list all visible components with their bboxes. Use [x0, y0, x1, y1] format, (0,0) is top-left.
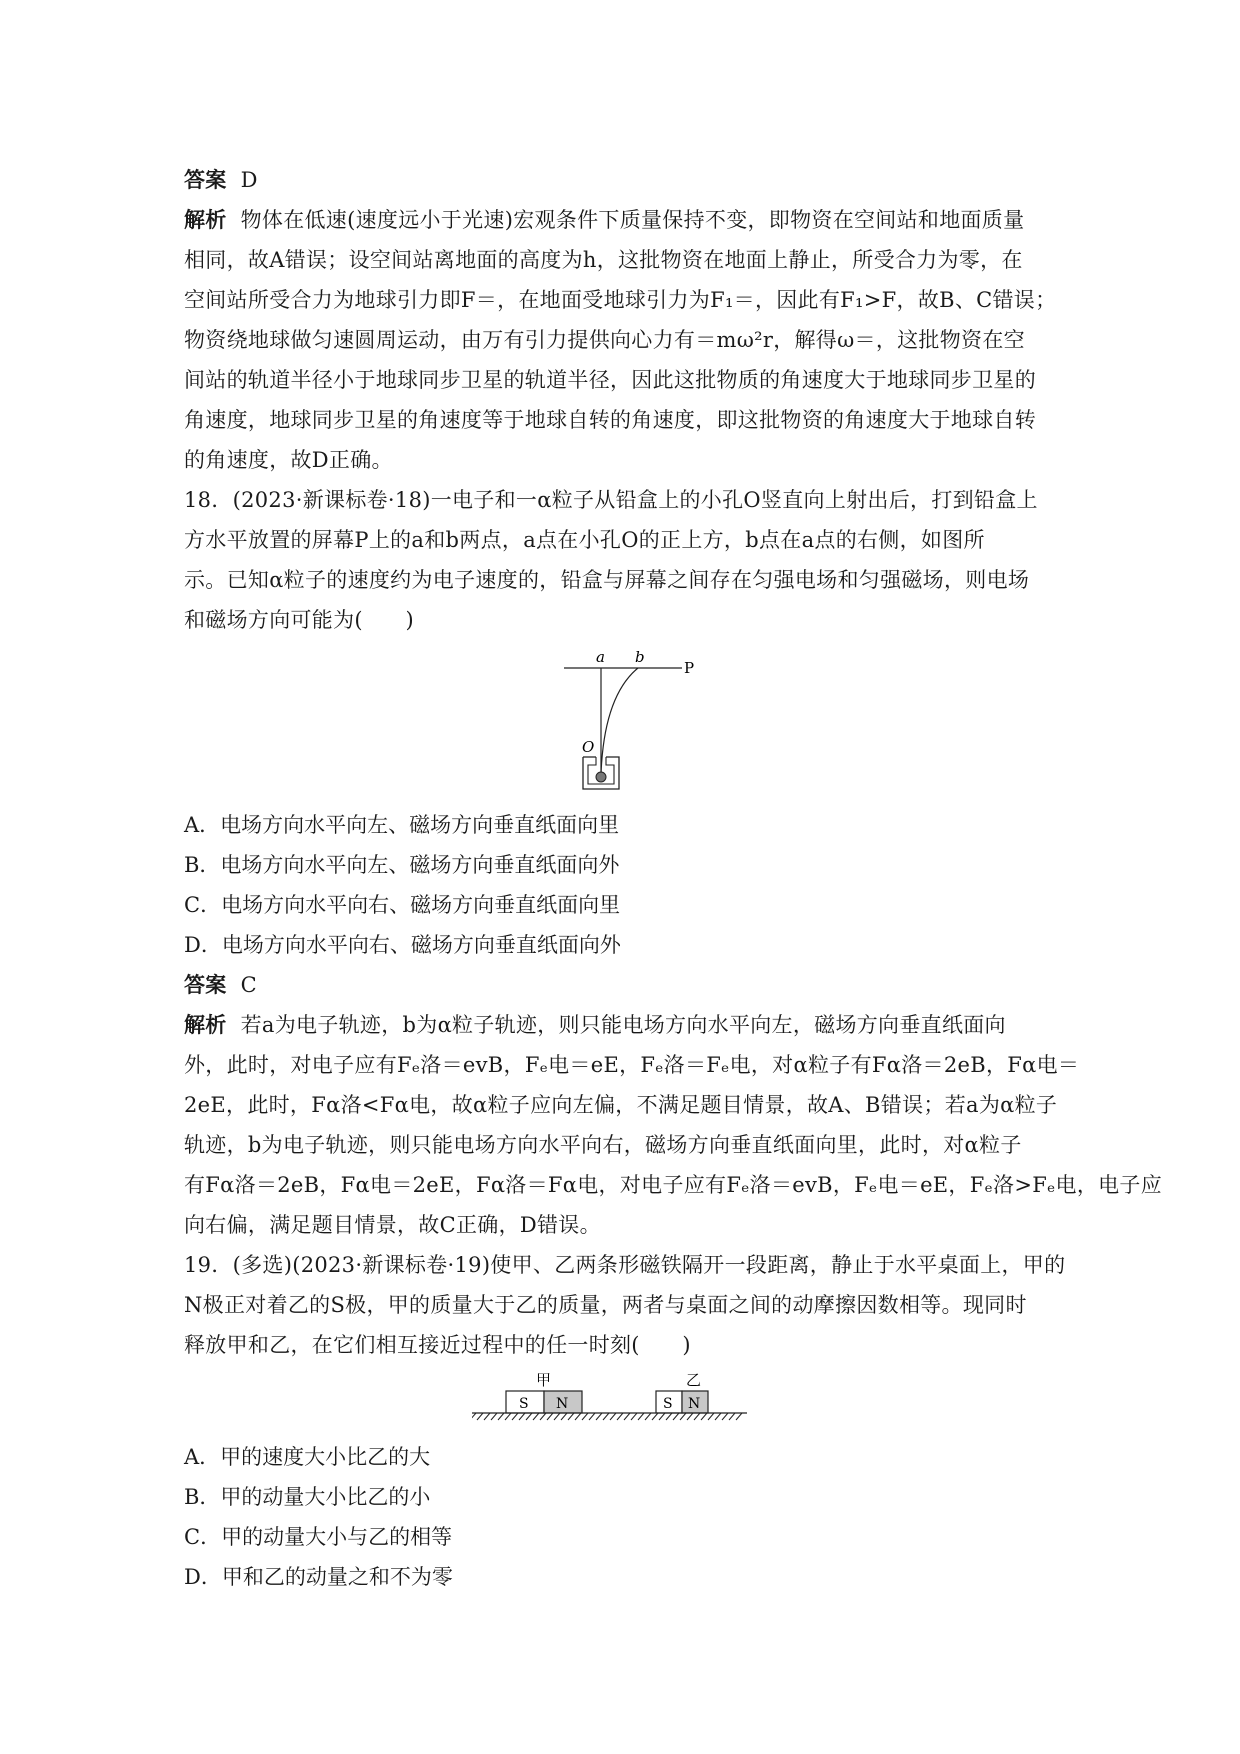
- option-d: D．电场方向水平向右、磁场方向垂直纸面向外: [184, 933, 621, 957]
- hatch-mark: [519, 1413, 525, 1420]
- q18-stem: 方水平放置的屏幕P上的a和b两点，a点在小孔O的正上方，b点在a点的右侧，如图所: [184, 528, 985, 552]
- q17-answer-line: [184, 160, 1064, 200]
- analysis-text: 间站的轨道半径小于地球同步卫星的轨道半径，因此这批物质的角速度大于地球同步卫星的: [184, 368, 1036, 392]
- hatch-mark: [582, 1413, 588, 1420]
- q19-stem: 释放甲和乙，在它们相互接近过程中的任一时刻( ): [184, 1333, 691, 1357]
- hatch-mark: [673, 1413, 679, 1420]
- magnet-jia-label: 甲: [536, 1371, 552, 1389]
- hatch-mark: [533, 1413, 539, 1420]
- analysis-text: 物体在低速(速度远小于光速)宏观条件下质量保持不变，即物资在空间站和地面质量: [240, 208, 1025, 232]
- hatch-mark: [484, 1413, 490, 1420]
- q18-analysis-line: [184, 1005, 1064, 1045]
- hatch-mark: [638, 1413, 644, 1420]
- hatch-mark: [477, 1413, 483, 1420]
- hatch-mark: [666, 1413, 672, 1420]
- hatch-mark: [603, 1413, 609, 1420]
- hatch-mark: [708, 1413, 714, 1420]
- hatch-mark: [624, 1413, 630, 1420]
- hatch-mark: [617, 1413, 623, 1420]
- hatch-mark: [575, 1413, 581, 1420]
- option-a: A．甲的速度大小比乙的大: [184, 1445, 431, 1469]
- hole-o-label: O: [582, 738, 595, 756]
- option-c: C．甲的动量大小与乙的相等: [184, 1525, 453, 1549]
- hatch-mark: [554, 1413, 560, 1420]
- analysis-text: 的角速度，故D正确。: [184, 448, 393, 472]
- option-a: A．电场方向水平向左、磁场方向垂直纸面向里: [184, 813, 620, 837]
- option-c: C．电场方向水平向右、磁场方向垂直纸面向里: [184, 893, 621, 917]
- analysis-text: 空间站所受合力为地球引力即F＝，在地面受地球引力为F₁＝，因此有F₁>F，故B、C错误；: [184, 288, 1057, 312]
- hatch-mark: [526, 1413, 532, 1420]
- source-ball: [596, 772, 606, 782]
- q19-figure: [184, 1365, 1064, 1437]
- option-d: D．甲和乙的动量之和不为零: [184, 1565, 453, 1589]
- answer-value: D: [240, 168, 258, 192]
- hatch-mark: [547, 1413, 553, 1420]
- q19-stem: 19．(多选)(2023·新课标卷·19)使甲、乙两条形磁铁隔开一段距离，静止于水平桌面上，甲的: [184, 1253, 1066, 1277]
- answer-label: 答案: [184, 168, 227, 192]
- hatch-mark: [491, 1413, 497, 1420]
- analysis-text: 外，此时，对电子应有Fₑ洛＝evB，Fₑ电＝eE，Fₑ洛＝Fₑ电，对α粒子有Fα洛＝2eB，Fα电＝: [184, 1053, 1080, 1077]
- hatch-mark: [645, 1413, 651, 1420]
- hatch-mark: [680, 1413, 686, 1420]
- hatch-mark: [568, 1413, 574, 1420]
- hatch-mark: [729, 1413, 735, 1420]
- magnet-yi-s-label: S: [663, 1396, 673, 1412]
- hatch-mark: [472, 1413, 476, 1420]
- hatch-mark: [687, 1413, 693, 1420]
- analysis-text: 相同，故A错误；设空间站离地面的高度为h，这批物资在地面上静止，所受合力为零，在: [184, 248, 1023, 272]
- analysis-text: 有Fα洛＝2eB，Fα电＝2eE，Fα洛＝Fα电，对电子应有Fₑ洛＝evB，Fₑ电＝eE，Fₑ洛>Fₑ电，电子应: [184, 1173, 1163, 1197]
- answer-label: 答案: [184, 973, 227, 997]
- q18-stem: 和磁场方向可能为( ): [184, 608, 414, 632]
- analysis-text: 向右偏，满足题目情景，故C正确，D错误。: [184, 1213, 601, 1237]
- lead-box-diagram: [564, 646, 714, 801]
- magnets-diagram: [472, 1369, 762, 1431]
- analysis-text: 角速度，地球同步卫星的角速度等于地球自转的角速度，即这批物资的角速度大于地球自转: [184, 408, 1036, 432]
- q18-stem: 示。已知α粒子的速度约为电子速度的，铅盒与屏幕之间存在匀强电场和匀强磁场，则电场: [184, 568, 1030, 592]
- analysis-label: 解析: [184, 208, 227, 232]
- hatch-mark: [498, 1413, 504, 1420]
- q19-stem: N极正对着乙的S极，甲的质量大于乙的质量，两者与桌面之间的动摩擦因数相等。现同时: [184, 1293, 1027, 1317]
- hatch-mark: [512, 1413, 518, 1420]
- point-b-label: b: [635, 648, 645, 666]
- hatch-mark: [540, 1413, 546, 1420]
- document-page: [184, 160, 1163, 1597]
- q18-figure: [184, 640, 1064, 805]
- q18-answer-line: [184, 965, 1064, 1005]
- hatch-mark: [631, 1413, 637, 1420]
- option-b: B．电场方向水平向左、磁场方向垂直纸面向外: [184, 853, 620, 877]
- analysis-text: 物资绕地球做匀速圆周运动，由万有引力提供向心力有＝mω²r，解得ω＝，这批物资在空: [184, 328, 1025, 352]
- option-b: B．甲的动量大小比乙的小: [184, 1485, 431, 1509]
- q18-stem: 18．(2023·新课标卷·18)一电子和一α粒子从铅盒上的小孔O竖直向上射出后，打到铅盒上: [184, 488, 1038, 512]
- analysis-text: 轨迹，b为电子轨迹，则只能电场方向水平向右，磁场方向垂直纸面向里，此时，对α粒子: [184, 1133, 1022, 1157]
- hatch-mark: [596, 1413, 602, 1420]
- magnet-jia-s-label: S: [519, 1396, 529, 1412]
- point-a-label: a: [596, 648, 605, 666]
- hatch-mark: [652, 1413, 658, 1420]
- hatch-mark: [610, 1413, 616, 1420]
- hatch-mark: [561, 1413, 567, 1420]
- analysis-text: 若a为电子轨迹，b为α粒子轨迹，则只能电场方向水平向左，磁场方向垂直纸面向: [240, 1013, 1006, 1037]
- hatch-mark: [505, 1413, 511, 1420]
- analysis-text: 2eE，此时，Fα洛<Fα电，故α粒子应向左偏，不满足题目情景，故A、B错误；若a为α粒子: [184, 1093, 1058, 1117]
- table-hatching: [472, 1413, 742, 1420]
- hatch-mark: [715, 1413, 721, 1420]
- analysis-label: 解析: [184, 1013, 227, 1037]
- q17-analysis-line: [184, 200, 1064, 240]
- hatch-mark: [736, 1413, 742, 1420]
- answer-value: C: [240, 973, 257, 997]
- hatch-mark: [722, 1413, 728, 1420]
- magnet-yi-label: 乙: [686, 1371, 702, 1389]
- screen-p-label: P: [684, 659, 695, 677]
- magnet-yi-n-label: N: [688, 1396, 701, 1412]
- hatch-mark: [659, 1413, 665, 1420]
- magnet-jia-n-label: N: [556, 1396, 569, 1412]
- hatch-mark: [701, 1413, 707, 1420]
- hatch-mark: [694, 1413, 700, 1420]
- hatch-mark: [589, 1413, 595, 1420]
